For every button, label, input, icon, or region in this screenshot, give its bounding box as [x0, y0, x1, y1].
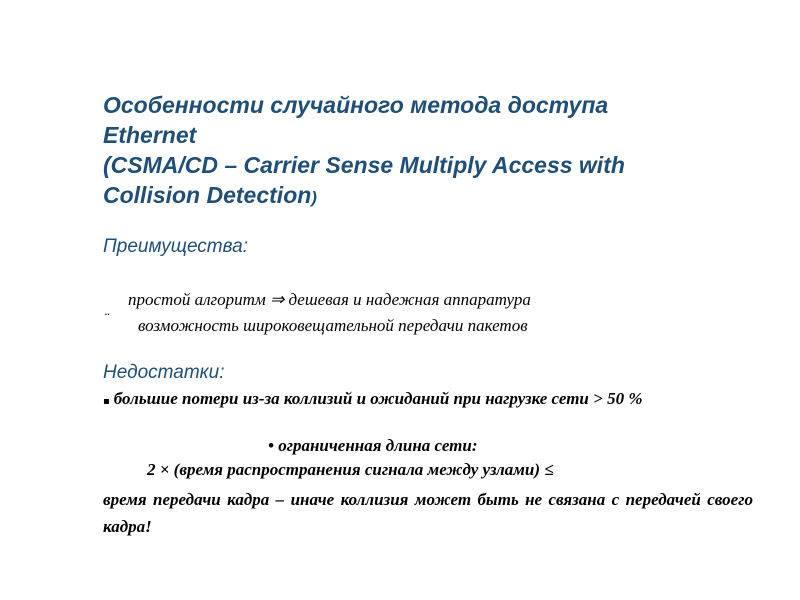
slide-title [103, 90, 743, 213]
title-line-4-paren: ) [311, 188, 317, 207]
title-line-2: Ethernet [103, 122, 197, 148]
advantage-item-1: простой алгоритм ⇒ дешевая и надежная аппаратура [128, 290, 531, 309]
disadvantage-item-2: • ограниченная длина сети: [268, 436, 478, 455]
title-line-4-main: Collision Detection [103, 182, 312, 208]
title-line-1: Особенности случайного метода доступа [103, 92, 609, 118]
formula-line: 2 × (время распространения сигнала между узлами) ≤ [147, 460, 554, 479]
disadvantages-heading: Недостатки: [103, 362, 225, 383]
title-line-4 [103, 180, 743, 213]
title-line-3: (CSMA/CD – Carrier Sense Multiply Access with [103, 152, 625, 178]
advantage-bullet-marker: ¨ [104, 313, 111, 328]
disadvantage-item-1 [103, 389, 642, 409]
advantage-item-2: возможность широковещательной передачи пакетов [138, 316, 528, 335]
advantages-heading: Преимущества: [103, 236, 248, 257]
conclusion-paragraph: время передачи кадра – иначе коллизия может быть не связана с передачей своего кадра! [103, 490, 753, 536]
square-bullet-icon: ▪ [103, 396, 110, 407]
disadvantage-item-1-text: большие потери из-за коллизий и ожиданий при нагрузке сети > 50 % [113, 389, 643, 408]
